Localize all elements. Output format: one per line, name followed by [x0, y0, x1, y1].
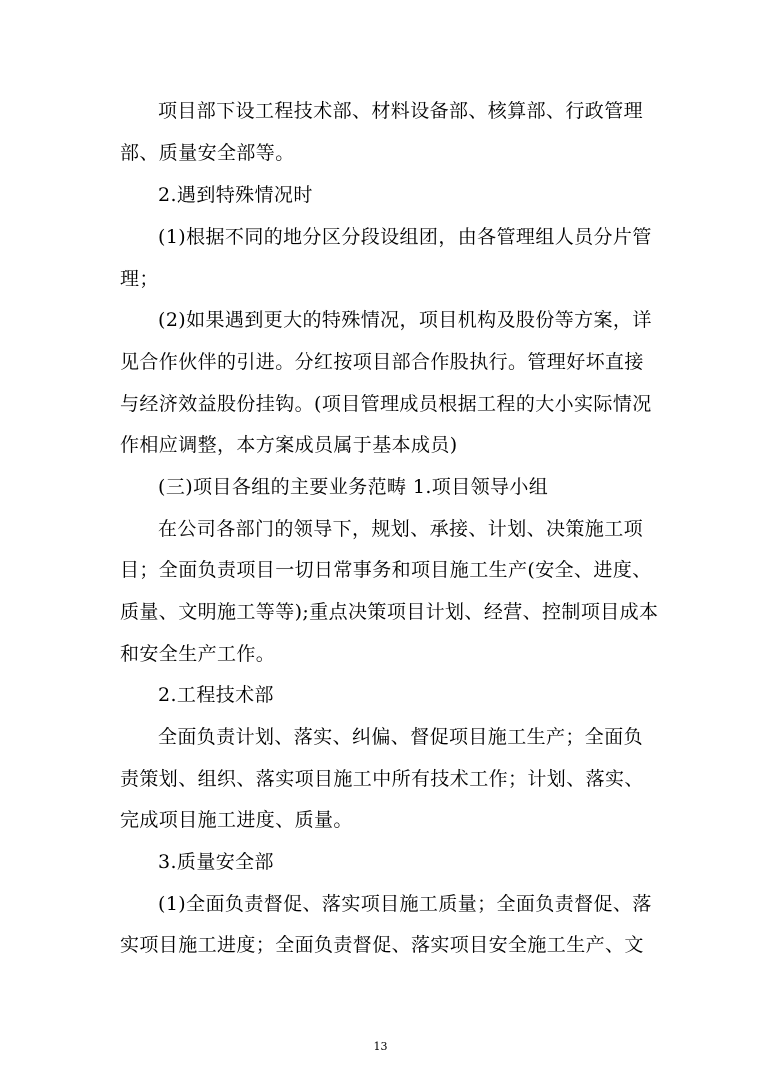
subsection-heading: 2.工程技术部	[158, 684, 274, 706]
text-line: 完成项目施工进度、质量。	[120, 809, 353, 831]
text-line: 责策划、组织、落实项目施工中所有技术工作；计划、落实、	[120, 768, 644, 790]
text-line: 和安全生产工作。	[120, 643, 276, 665]
page-number: 13	[373, 1040, 388, 1053]
text-line: 作相应调整，本方案成员属于基本成员)	[120, 434, 458, 456]
text-line: 目；全面负责项目一切日常事务和项目施工生产(安全、进度、	[120, 559, 652, 581]
text-line: (2)如果遇到更大的特殊情况，项目机构及股份等方案，详	[158, 309, 652, 331]
text-line: (1)根据不同的地分区分段设组团，由各管理组人员分片管	[158, 226, 652, 248]
text-line: 部、质量安全部等。	[120, 142, 295, 164]
text-line: 在公司各部门的领导下，规划、承接、计划、决策施工项	[158, 518, 644, 540]
text-line: (1)全面负责督促、落实项目施工质量；全面负责督促、落	[158, 893, 652, 915]
section-heading: (三)项目各组的主要业务范畴 1.项目领导小组	[158, 476, 549, 498]
text-line: 全面负责计划、落实、纠偏、督促项目施工生产；全面负	[158, 726, 644, 748]
text-line: 与经济效益股份挂钩。(项目管理成员根据工程的大小实际情况	[120, 393, 652, 415]
text-line: 理；	[120, 268, 159, 290]
subsection-heading: 3.质量安全部	[158, 851, 274, 873]
text-line: 质量、文明施工等等);重点决策项目计划、经营、控制项目成本	[120, 601, 659, 623]
text-line: 见合作伙伴的引进。分红按项目部合作股执行。管理好坏直接	[120, 351, 644, 373]
text-line: 实项目施工进度；全面负责督促、落实项目安全施工生产、文	[120, 934, 644, 956]
text-line: 项目部下设工程技术部、材料设备部、核算部、行政管理	[158, 100, 644, 122]
text-line: 2.遇到特殊情况时	[158, 184, 313, 206]
